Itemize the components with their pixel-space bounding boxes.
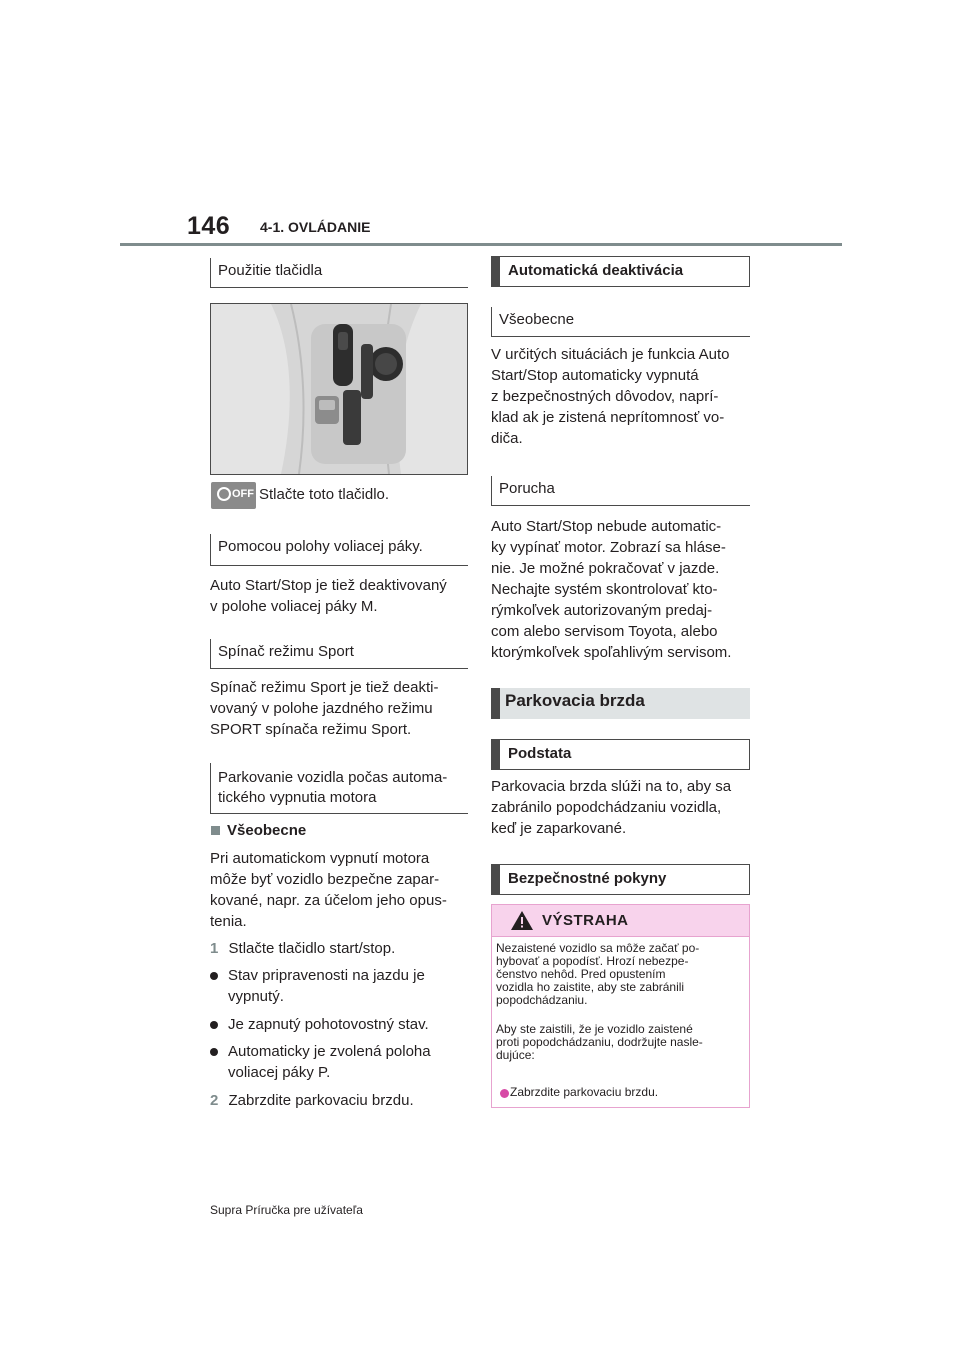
header-rule (120, 243, 842, 246)
sport-text: Spínač režimu Sport je tiež deakti- vovaný v polohe jazdného režimu SPORT spínača režimu Sport. (210, 679, 439, 738)
warning-title: VÝSTRAHA (542, 912, 629, 929)
step-1: 1 Stlačte tlačidlo start/stop. (210, 940, 396, 957)
warning-bullet: Zabrzdite parkovaciu brzdu. (496, 1086, 744, 1099)
press-button-text: Stlačte toto tlačidlo. (259, 486, 390, 503)
console-photo (210, 303, 468, 475)
auto-off-icon-label: OFF (232, 488, 254, 500)
selector-text: Auto Start/Stop je tiež deaktivovaný v polohe voliacej páky M. (210, 577, 447, 615)
auto-off-button-row (210, 482, 468, 510)
auto-deactivation-heading: Automatická deaktivácia (491, 256, 750, 287)
warning-triangle-icon (510, 910, 534, 931)
list-item: Automaticky je zvolená poloha voliacej páky P. (210, 1041, 468, 1083)
usage-heading: Použitie tlačidla (210, 258, 468, 288)
right-general-text: V určitých situáciách je funkcia Auto Start/Stop automaticky vypnutá z bezpečnostných dôvodov, naprí- klad ak je zistená neprítomnosť vo- diča. (491, 346, 730, 447)
warning-text-2: Aby ste zaistili, že je vozidlo zaistené proti popodchádzaniu, dodržujte nasle- dujúce: (496, 1022, 703, 1062)
bullet-icon (210, 1021, 218, 1029)
principle-heading: Podstata (491, 739, 750, 770)
console-illustration (211, 304, 467, 474)
sport-heading: Spínač režimu Sport (210, 639, 468, 669)
fault-text: Auto Start/Stop nebude automatic- ky vypínať motor. Zobrazí sa hláse- nie. Je možné pokračovať v jazde. Nechajte systém skontrolovať kto- rýmkoľvek autorizovaným predaj- com alebo servisom Toyota, alebo ktorýmkoľvek spoľahlivým servisom. (491, 518, 732, 661)
bullet-icon (210, 1048, 218, 1056)
parking-brake-heading: Parkovacia brzda (491, 688, 750, 719)
step-2: 2 Zabrzdite parkovaciu brzdu. (210, 1092, 414, 1109)
list-item: Stav pripravenosti na jazdu je vypnutý. (210, 965, 468, 1007)
general-text: Pri automatickom vypnutí motora môže byť vozidlo bezpečne zapar- kované, napr. za účelom jeho opus- tenia. (210, 850, 447, 930)
principle-text: Parkovacia brzda slúži na to, aby sa zabránilo popodchádzaniu vozidla, keď je zaparkované. (491, 778, 732, 837)
selector-heading: Pomocou polohy voliacej páky. (210, 534, 468, 566)
section-title: 4-1. OVLÁDANIE (260, 219, 371, 235)
bullet-icon (500, 1089, 509, 1098)
page-number: 146 (187, 212, 231, 240)
parking-heading: Parkovanie vozidla počas automa- tického vypnutia motora (210, 763, 468, 814)
warning-text-1: Nezaistené vozidlo sa môže začať po- hybovať a popodísť. Hrozí nebezpe- čenstvo nehôd. Pred opustením vozidla ho zaistite, aby ste zabránili popodchádzaniu. (496, 941, 700, 1007)
square-bullet-icon (211, 826, 220, 835)
safety-heading: Bezpečnostné pokyny (491, 864, 750, 895)
right-general-heading: Všeobecne (491, 307, 750, 337)
list-item: Je zapnutý pohotovostný stav. (210, 1014, 468, 1035)
fault-heading: Porucha (491, 476, 750, 506)
auto-off-icon (217, 487, 231, 501)
auto-off-button[interactable] (211, 482, 256, 509)
general-subheading: Všeobecne (210, 820, 468, 842)
footer-text: Supra Príručka pre užívateľa (210, 1203, 363, 1217)
warning-box (491, 904, 750, 1108)
bullet-icon (210, 972, 218, 980)
